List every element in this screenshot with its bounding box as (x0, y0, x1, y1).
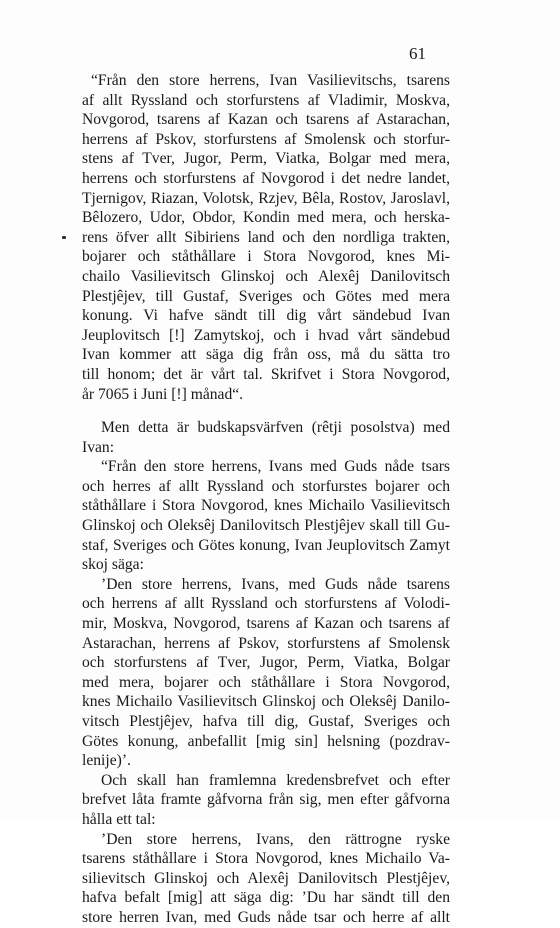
text-line: Jeuplovitsch [!] Zamytskoj, och i hvad vårt sändebud (82, 326, 450, 344)
text-line: herrens af Pskov, storfurstens af Smolensk och storfur- (82, 130, 450, 148)
text-line: och herrens af allt Ryssland och storfurstens af Volodi- (82, 595, 450, 613)
text-line: staf, Sveriges och Götes konung, Ivan Jeuplovitsch Zamyt (82, 536, 450, 554)
text-line: Ivan: (82, 438, 115, 456)
text-line: chailo Vasilievitsch Glinskoj och Alexêj Danilovitsch (82, 267, 450, 285)
page-number: 61 (409, 44, 426, 63)
text-line: ståthållare i Stora Novgorod, knes Michailo Vasilievitsch (82, 497, 450, 515)
text-line: lenije)’. (82, 752, 131, 770)
text-line: Men detta är budskapsvärfven (rêtji posolstva) med (101, 419, 450, 437)
text-line: af allt Ryssland och storfurstens af Vladimir, Moskva, (82, 91, 450, 109)
text-line: vitsch Plestjêjev, hafva till dig, Gustaf, Sveriges och (82, 713, 450, 730)
paragraph-gap (82, 404, 450, 418)
text-line: och storfurstens af Tver, Jugor, Perm, Viatka, Bolgar (82, 654, 450, 672)
text-line: Ivan kommer att säga dig från oss, må du sätta tro (82, 346, 450, 364)
text-line: konung. Vi hafve sändt till dig vårt sändebud Ivan (82, 307, 450, 325)
text-line: Plestjêjev, till Gustaf, Sveriges och Götes med mera (82, 287, 450, 305)
text-line: “Från den store herrens, Ivan Vasilievitschs, tsarens (91, 72, 450, 89)
text-line: Novgorod, tsarens af Kazan och tsarens af Astarachan, (82, 111, 450, 129)
margin-mark (62, 236, 66, 239)
paragraph-speech (82, 830, 450, 928)
text-line: med mera, bojarer och ståthållare i Stora Novgorod, (82, 673, 450, 691)
paragraph-letter (82, 71, 450, 404)
text-line: knes Michailo Vasilievitsch Glinskoj och Oleksêj Danilo- (82, 693, 450, 711)
text-line: ’Den store herrens, Ivans, den rättrogne ryske (101, 830, 450, 848)
text-line: mir, Moskva, Novgorod, tsarens af Kazan och tsarens af (82, 615, 450, 633)
text-line: Glinskoj och Oleksêj Danilovitsch Plestjêjev skall till Gu- (82, 517, 450, 535)
paragraph-greeting (82, 575, 450, 771)
text-line: och herres af allt Ryssland och storfurstes bojarer och (82, 477, 450, 495)
text-line: bojarer och ståthållare i Stora Novgorod, knes Mi- (82, 248, 450, 266)
text-line: silievitsch Glinskoj och Alexêj Danilovitsch Plestjêjev, (82, 869, 450, 887)
body-text (82, 71, 450, 928)
text-line: Och skall han framlemna kredensbrefvet och efter (101, 771, 450, 789)
paragraph-message (82, 457, 450, 575)
paragraph-intro (82, 418, 450, 457)
text-line: brefvet låta framte gåfvorna från sig, men efter gåfvorna (82, 791, 450, 809)
text-line: hafva befalt [mig] att säga dig: ’Du har sändt till den (82, 889, 450, 907)
text-line: store herren Ivan, med Guds nåde tsar och herre af allt (82, 908, 450, 926)
text-line: Bêlozero, Udor, Obdor, Kondin med mera, och herska- (82, 209, 450, 227)
text-line: herrens och storfurstens af Novgorod i det nedre landet, (82, 169, 450, 187)
text-line: tsarens ståthållare i Stora Novgorod, knes Michailo Va- (82, 850, 450, 868)
text-line: till honom; det är vårt tal. Skrifvet i Stora Novgorod, (82, 365, 450, 383)
text-line: ’Den store herrens, Ivans, med Guds nåde tsarens (101, 575, 450, 593)
text-line: år 7065 i Juni [!] månad“. (82, 385, 244, 403)
text-line: Tjernigov, Riazan, Volotsk, Rzjev, Bêla, Rostov, Jaroslavl, (82, 189, 450, 207)
text-line: Astarachan, herrens af Pskov, storfurstens af Smolensk (82, 634, 450, 652)
text-line: hålla ett tal: (82, 810, 156, 828)
text-line: stens af Tver, Jugor, Perm, Viatka, Bolgar med mera, (82, 150, 450, 168)
text-line: rens öfver allt Sibiriens land och den nordliga trakten, (82, 228, 450, 246)
text-line: Götes konung, anbefallit [mig sin] helsning (pozdrav- (82, 732, 450, 750)
text-line: skoj säga: (82, 556, 144, 574)
text-line: “Från den store herrens, Ivans med Guds nåde tsars (101, 458, 450, 476)
